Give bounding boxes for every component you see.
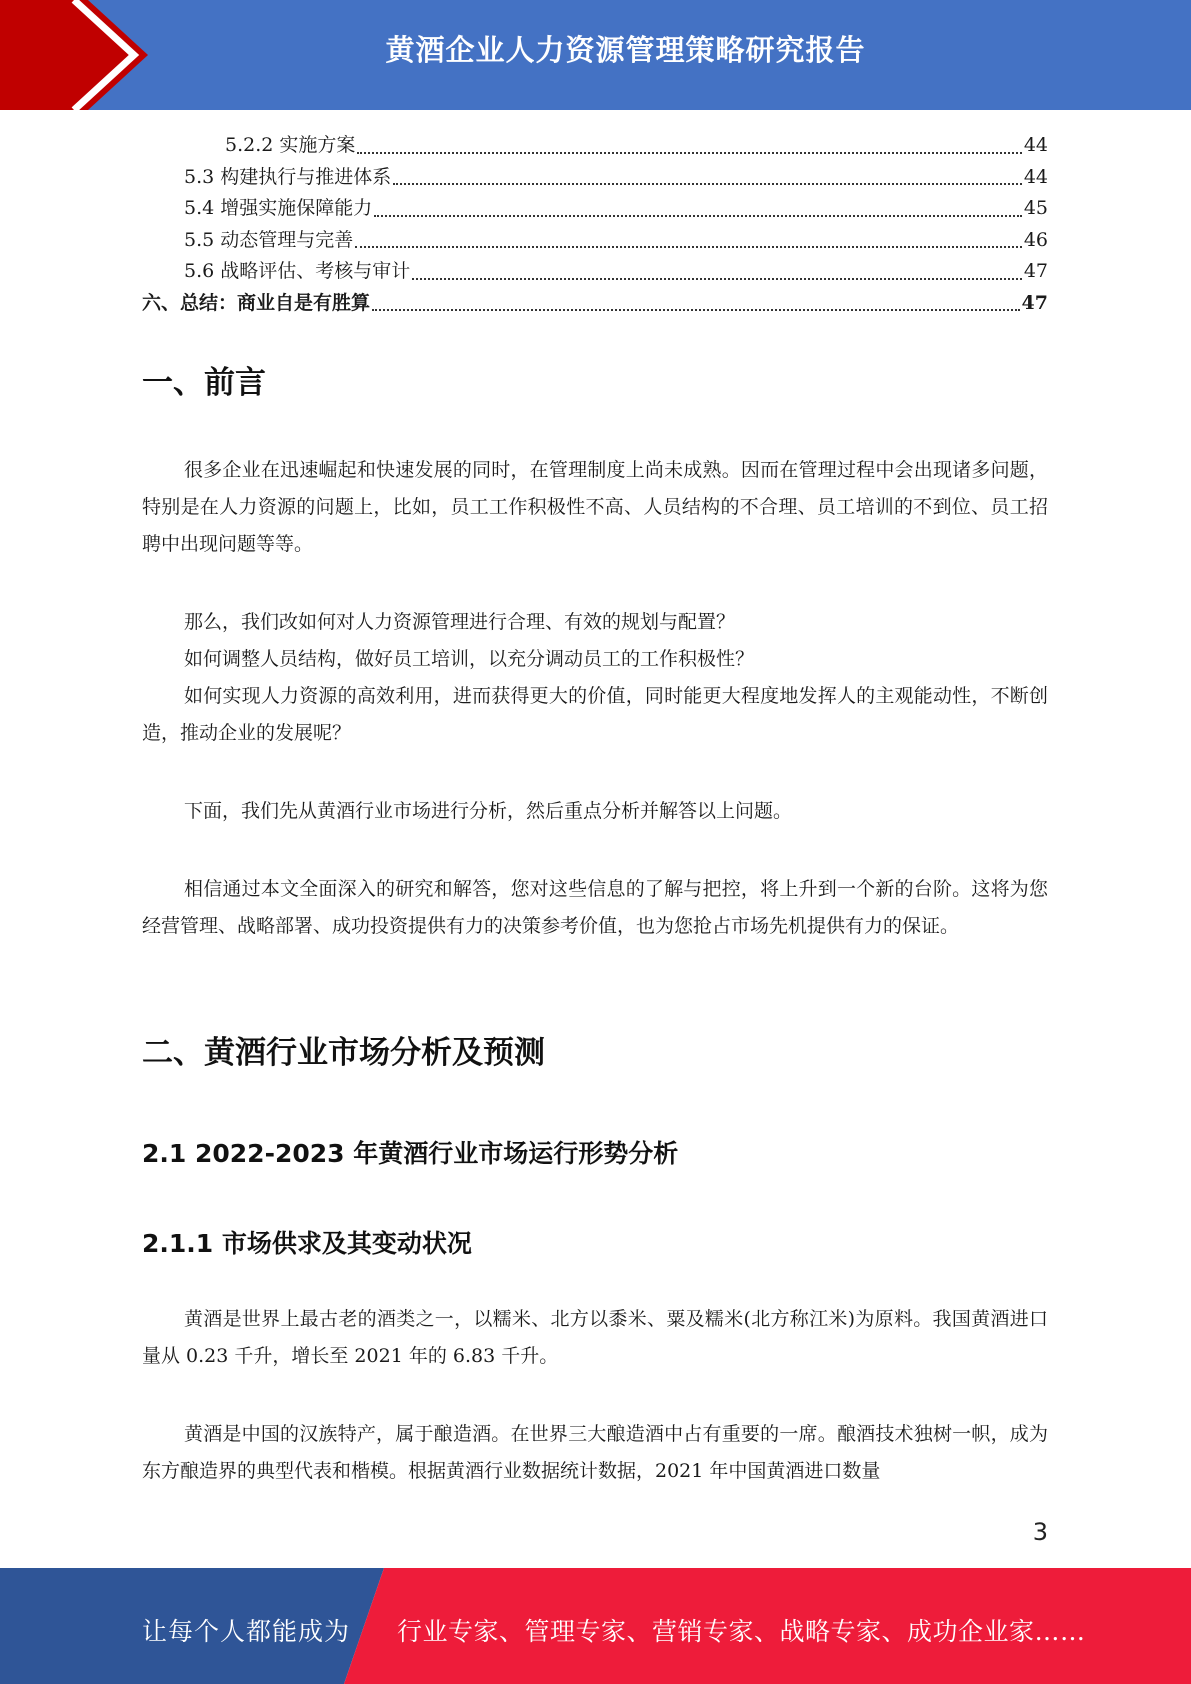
toc-entry-page: 45 (1023, 197, 1048, 219)
paragraph: 如何实现人力资源的高效利用，进而获得更大的价值，同时能更大程度地发挥人的主观能动性，不断创造，推动企业的发展呢？ (142, 685, 1048, 744)
toc-entry-label: 5.5 动态管理与完善 (184, 228, 354, 251)
toc-leader-dots (357, 152, 1021, 154)
toc-leader-dots (355, 246, 1022, 248)
paragraph: 黄酒是世界上最古老的酒类之一，以糯米、北方以黍米、粟及糯米(北方称江米)为原料。我国黄酒进口量从 0.23 千升，增长至 2021 年的 6.83 千升。 (142, 1308, 1048, 1367)
toc-entry-page: 47 (1021, 291, 1048, 314)
table-of-contents (142, 130, 1048, 319)
toc-entry-label: 5.2.2 实施方案 (225, 134, 356, 156)
toc-entry[interactable] (142, 288, 1048, 320)
toc-leader-dots (393, 183, 1022, 185)
toc-entry-label: 5.4 增强实施保障能力 (184, 197, 373, 219)
toc-entry[interactable] (142, 193, 1048, 225)
toc-entry[interactable] (142, 225, 1048, 257)
toc-leader-dots (374, 215, 1022, 217)
toc-entry-page: 47 (1023, 260, 1048, 282)
toc-leader-dots (372, 309, 1020, 311)
footer-banner (0, 1568, 1191, 1684)
section-heading-preface: 一、前言 (142, 365, 266, 401)
toc-entry-label: 5.6 战略评估、考核与审计 (184, 260, 411, 282)
page-number: 3 (1032, 1518, 1048, 1546)
footer-slogan-left: 让每个人都能成为 (142, 1617, 351, 1646)
paragraph: 黄酒是中国的汉族特产，属于酿造酒。在世界三大酿造酒中占有重要的一席。酿酒技术独树一帜，成为东方酿造界的典型代表和楷模。根据黄酒行业数据统计数据，2021 年中国黄酒进口数量 (142, 1423, 1048, 1482)
paragraph: 如何调整人员结构，做好员工培训，以充分调动员工的工作积极性？ (184, 648, 755, 670)
header-bar (0, 0, 1191, 110)
report-title: 黄酒企业人力资源管理策略研究报告 (385, 33, 866, 67)
toc-entry[interactable] (142, 256, 1048, 288)
toc-entry-page: 44 (1023, 134, 1048, 156)
paragraph: 下面，我们先从黄酒行业市场进行分析，然后重点分析并解答以上问题。 (184, 800, 793, 822)
section-heading-market: 二、黄酒行业市场分析及预测 (142, 1035, 545, 1071)
toc-entry-page: 44 (1023, 165, 1048, 188)
toc-entry[interactable] (142, 130, 1048, 162)
subsection-heading: 2.1.1 市场供求及其变动状况 (142, 1229, 472, 1258)
toc-entry-page: 46 (1023, 228, 1048, 251)
paragraph: 那么，我们改如何对人力资源管理进行合理、有效的规划与配置？ (184, 611, 736, 633)
footer-slogan-right: 行业专家、管理专家、营销专家、战略专家、成功企业家…… (397, 1617, 1086, 1646)
toc-entry-label: 5.3 构建执行与推进体系 (184, 165, 392, 188)
toc-entry-label: 六、总结：商业自是有胜算 (142, 291, 371, 314)
subsection-heading: 2.1 2022-2023 年黄酒行业市场运行形势分析 (142, 1139, 679, 1168)
toc-leader-dots (412, 278, 1022, 280)
paragraph: 很多企业在迅速崛起和快速发展的同时，在管理制度上尚未成熟。因而在管理过程中会出现诸多问题，特别是在人力资源的问题上，比如，员工工作积极性不高、人员结构的不合理、员工培训的不到位、员工招聘中出现问题等等。 (142, 459, 1048, 555)
paragraph: 相信通过本文全面深入的研究和解答，您对这些信息的了解与把控，将上升到一个新的台阶。这将为您经营管理、战略部署、成功投资提供有力的决策参考价值，也为您抢占市场先机提供有力的保证。 (142, 878, 1048, 937)
toc-entry[interactable] (142, 162, 1048, 194)
